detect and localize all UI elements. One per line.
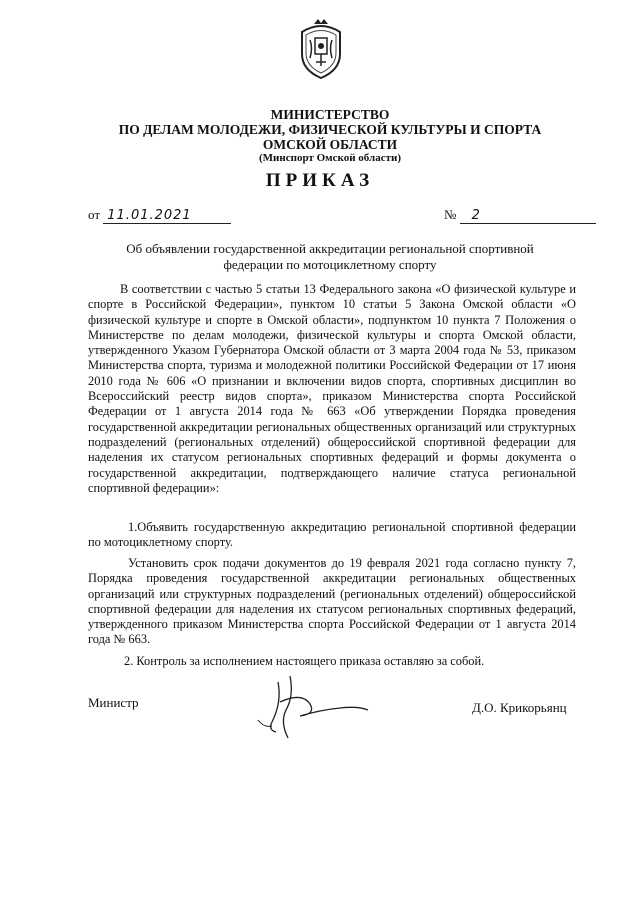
coat-of-arms-icon xyxy=(296,18,346,80)
ministry-name-line1: МИНИСТЕРСТВО xyxy=(270,107,390,122)
ministry-name-line3: ОМСКОЙ ОБЛАСТИ xyxy=(262,137,398,152)
order-number xyxy=(444,207,596,224)
number-label: № xyxy=(444,207,457,222)
handwritten-signature xyxy=(250,672,370,742)
clause-1-paragraph: 1.Объявить государственную аккредитацию региональной спортивной федерации по мотоциклетному спорту. xyxy=(88,520,576,550)
number-value: 2 xyxy=(460,208,596,224)
preamble-paragraph: В соответствии с частью 5 статьи 13 Федерального закона «О физической культуре и спорте в Российской Федерации», пунктом 10 статьи 5 Закона Омской области «О физической культуре и спорте в Омской области», подпунктом 10 пункта 7 Положения о Министерстве по делам молодежи, физической культуры и спорта Омской области, утвержденного Указом Губернатора Омской области от 3 марта 2004 года № 53, приказом Министерства спорта, туризма и молодежной политики Российской Федерации от 17 июня 2010 года № 606 «О признании и включении видов спорта, спортивных дисциплин во Всероссийский реестр видов спорта», приказом Министерства спорта Российской Федерации от 1 августа 2014 года № 663 «Об утверждении Порядка проведения государственной аккредитации региональных общественных организаций или структурных подразделений (региональных отделений) общероссийской спортивной федерации для наделения их статусом региональных спортивных федераций и формы документа о государственной аккредитации, подтверждающего наличие статуса региональной спортивной федерации»: xyxy=(88,282,576,495)
signatory-name: Д.О. Крикорьянц xyxy=(472,700,567,715)
signatory-position: Министр xyxy=(88,695,139,710)
deadline-paragraph: Установить срок подачи документов до 19 февраля 2021 года согласно пункту 7, Порядка проведения государственной аккредитации региональных общественных организаций или структурных подразделений (региональных отделений) общероссийской спортивной федерации для наделения их статусом региональных спортивных федераций, утвержденного приказом Министерства спорта Российской Федерации от 1 августа 2014 года № 663. xyxy=(88,556,576,647)
ministry-short-name: (Минспорт Омской области) xyxy=(259,152,401,164)
order-subject: Об объявлении государственной аккредитации региональной спортивной федерации по мотоциклетному спорту xyxy=(126,241,534,272)
date-value: 11.01.2021 xyxy=(103,208,231,224)
ministry-name-line2: ПО ДЕЛАМ МОЛОДЕЖИ, ФИЗИЧЕСКОЙ КУЛЬТУРЫ И СПОРТА xyxy=(118,122,542,137)
clause-2-paragraph: 2. Контроль за исполнением настоящего приказа оставляю за собой. xyxy=(124,654,485,668)
document-type-title: ПРИКАЗ xyxy=(265,170,375,191)
date-label: от xyxy=(88,207,101,222)
order-date xyxy=(88,207,231,224)
